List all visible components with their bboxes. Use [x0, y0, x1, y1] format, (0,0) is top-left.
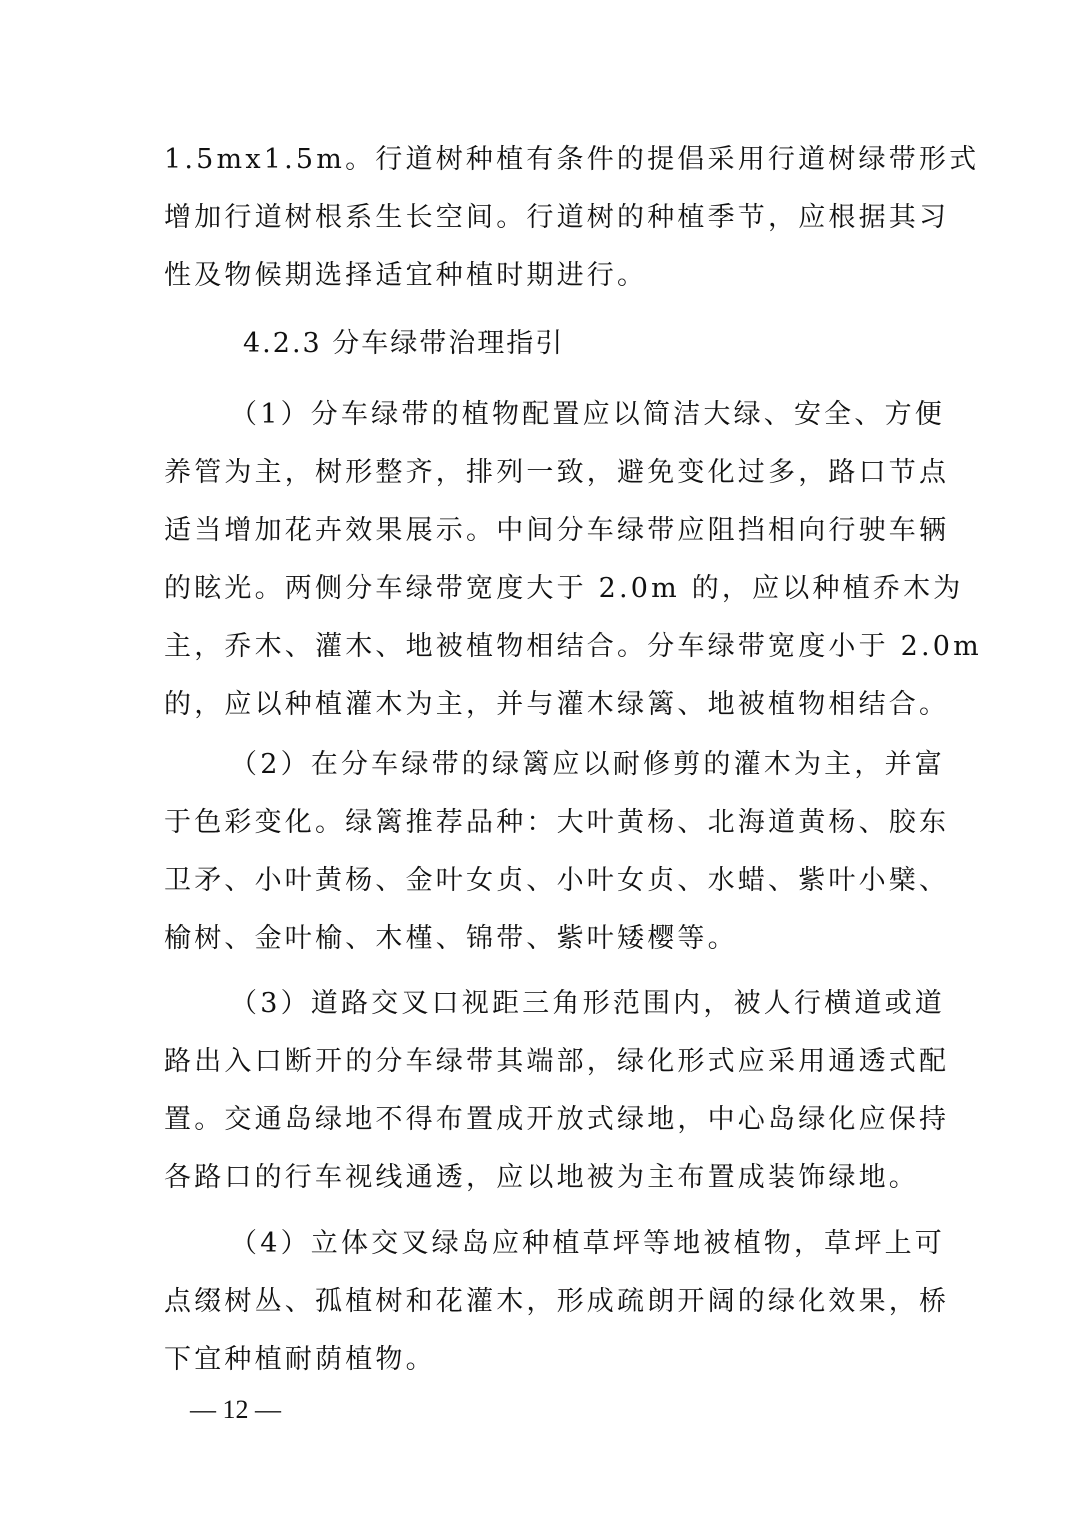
text-line: 卫矛、小叶黄杨、金叶女贞、小叶女贞、水蜡、紫叶小檗、 [164, 865, 950, 896]
text-line: 主，乔木、灌木、地被植物相结合。分车绿带宽度小于 2.0m [164, 631, 982, 662]
text-line: 性及物候期选择适宜种植时期进行。 [164, 260, 648, 291]
text-line: 增加行道树根系生长空间。行道树的种植季节，应根据其习 [164, 202, 950, 233]
text-line: 于色彩变化。绿篱推荐品种：大叶黄杨、北海道黄杨、胶东 [164, 807, 950, 838]
text-line: 点缀树丛、孤植树和花灌木，形成疏朗开阔的绿化效果，桥 [164, 1286, 950, 1317]
text-line: 各路口的行车视线通透，应以地被为主布置成装饰绿地。 [164, 1162, 919, 1193]
text-line: 的，应以种植灌木为主，并与灌木绿篱、地被植物相结合。 [164, 689, 950, 720]
text-line: 的眩光。两侧分车绿带宽度大于 2.0m 的，应以种植乔木为 [164, 573, 964, 604]
text-line: （4）立体交叉绿岛应种植草坪等地被植物，草坪上可 [230, 1228, 945, 1259]
text-line: 置。交通岛绿地不得布置成开放式绿地，中心岛绿化应保持 [164, 1104, 950, 1135]
text-line: 榆树、金叶榆、木槿、锦带、紫叶矮樱等。 [164, 923, 738, 954]
text-line: （2）在分车绿带的绿篱应以耐修剪的灌木为主，并富 [230, 749, 945, 780]
text-line: （1）分车绿带的植物配置应以简洁大绿、安全、方便 [230, 399, 945, 430]
text-line: 路出入口断开的分车绿带其端部，绿化形式应采用通透式配 [164, 1046, 950, 1077]
text-line: 下宜种植耐荫植物。 [164, 1344, 436, 1375]
text-line: 适当增加花卉效果展示。中间分车绿带应阻挡相向行驶车辆 [164, 515, 950, 546]
text-line: 养管为主，树形整齐，排列一致，避免变化过多，路口节点 [164, 457, 950, 488]
text-line: 1.5mx1.5m。行道树种植有条件的提倡采用行道树绿带形式 [164, 144, 980, 175]
section-heading: 4.2.3 分车绿带治理指引 [243, 328, 565, 359]
text-line: （3）道路交叉口视距三角形范围内，被人行横道或道 [230, 988, 945, 1019]
page-number: — 12 — [190, 1395, 281, 1424]
